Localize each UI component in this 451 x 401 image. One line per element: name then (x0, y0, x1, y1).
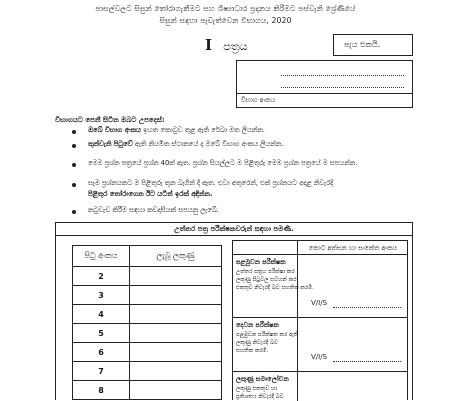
marks-cell[interactable] (130, 343, 222, 362)
index-label: විභාග අංකය (241, 96, 276, 104)
table-row (73, 267, 222, 286)
instruction-4b: පිළිතුර තෝරාගෙන ඊට යටින් ඉරක් අඳින්න. (88, 190, 213, 198)
signature-head: කොට අත්සන හා සංකේත අංකය (308, 244, 398, 252)
table-header-row (73, 246, 222, 267)
examiner-2-vis: V/I/S (311, 353, 328, 361)
paper-numeral: I (205, 36, 213, 54)
bullet-5 (72, 210, 76, 214)
section-rule-1 (233, 317, 407, 318)
marks-cell[interactable] (130, 381, 222, 400)
page-number-cell: 4 (73, 305, 130, 324)
marks-cell[interactable] (130, 267, 222, 286)
index-number-box (236, 60, 413, 94)
signature-head-rule (233, 254, 407, 255)
table-row (73, 343, 222, 362)
marks-cell[interactable] (130, 362, 222, 381)
paper-label: පත්‍රය (223, 40, 248, 53)
page-number-cell: 7 (73, 362, 130, 381)
examiner-heading-rule (55, 235, 413, 236)
table-row (73, 381, 222, 400)
page-number-cell: 2 (73, 267, 130, 286)
paper-title (205, 36, 248, 54)
examiner-3-text: ලකුණු එකතුව හා ප්‍රතිශතය නිවැරදි බව (236, 386, 284, 400)
instruction-5: කටුවැඩ කිරීම සඳහා කඩදාසියක් සපයනු ලැබේ. (88, 206, 219, 214)
instruction-2: තුන්වැනි පිටුවේ ඇති නියමිත ස්ථානයේ ද ඔබේ විභාග අංකය ලියන්න. (88, 140, 284, 148)
signature-table (232, 240, 408, 400)
examiner-3-title: ලකුණු සමාලෝචන (236, 375, 289, 383)
col-marks: ලැබූ ලකුණු (130, 246, 222, 267)
duration-box (333, 34, 413, 56)
marks-cell[interactable] (130, 305, 222, 324)
examiner-2-sign-line[interactable] (333, 361, 401, 362)
examiner-1-title: පළමුවන පරීක්ෂක (236, 258, 286, 266)
examiner-2-text: පළමුවන පරීක්ෂක කර ඇති ලකුණු නිවැරදි බව සහතික කරමි. (236, 332, 299, 354)
index-label-box (236, 94, 413, 108)
instruction-3: මෙම ප්‍රශ්න පත්‍රයේ ප්‍රශ්න 40ක් ඇත. ප්‍රශ්න සියල්ලට ම පිළිතුරු මෙම ප්‍රශ්න පත්‍රයේ ම සපයන්න. (88, 159, 358, 167)
header-line-1: පාසල්වලට සිසුන් තෝරාගැනීමට සහ ශිෂ්‍යාධාර ප්‍රදානය කිරීමට පස්වැනි ශ්‍රේණියේ (95, 4, 356, 13)
section-rule-2 (233, 371, 407, 372)
examiner-1-vis: V/I/S (311, 299, 328, 307)
table-row (73, 305, 222, 324)
page-number-cell: 3 (73, 286, 130, 305)
instructions-heading: විභාගයට පෙනී සිටින ඔබට උපදෙස්: (55, 116, 165, 124)
index-line-1 (281, 75, 404, 76)
bullet-4 (72, 183, 76, 187)
instruction-1: ඔබේ විභාග අංකය ඉහත කොටුව තුළ ඇති රේඛා මත ලියන්න. (88, 126, 265, 134)
examiner-1-text: උත්තර පත්‍රය පරීක්ෂා කර ලකුණු පිටුවල සටහන් කර එකතුව නිවැරදි බව සහතික කරමි. (236, 269, 314, 291)
page-number-cell: 8 (73, 381, 130, 400)
duration-text: පැය එකයි. (344, 40, 381, 49)
index-line-2 (281, 87, 404, 88)
marks-cell[interactable] (130, 286, 222, 305)
examiner-2-title: දෙවන පරීක්ෂක (236, 321, 279, 329)
bullet-2 (72, 144, 76, 148)
table-row (73, 286, 222, 305)
marks-cell[interactable] (130, 324, 222, 343)
examiner-1-sign-line[interactable] (333, 307, 401, 308)
table-row (73, 324, 222, 343)
examiner-heading: උත්තර පත්‍ර පරීක්ෂකවරුන් සඳහා පමණි. (174, 225, 294, 233)
marks-table (72, 245, 222, 400)
bullet-3 (72, 163, 76, 167)
col-page-number: පිටු අංකය (73, 246, 130, 267)
table-row (73, 362, 222, 381)
page-number-cell: 5 (73, 324, 130, 343)
page-number-cell: 6 (73, 343, 130, 362)
instruction-4a: සෑම ප්‍රශ්නයකට ම පිළිතුරු තුන බැගින් දී ඇත. එවා අතුරෙන්, එක් ප්‍රශ්නයට අදාළ නිවැරදි (88, 179, 334, 187)
bullet-1 (72, 130, 76, 134)
header-line-2: සිසුන් සඳහා පැවැත්වෙන විභාගය, 2020 (159, 16, 292, 25)
